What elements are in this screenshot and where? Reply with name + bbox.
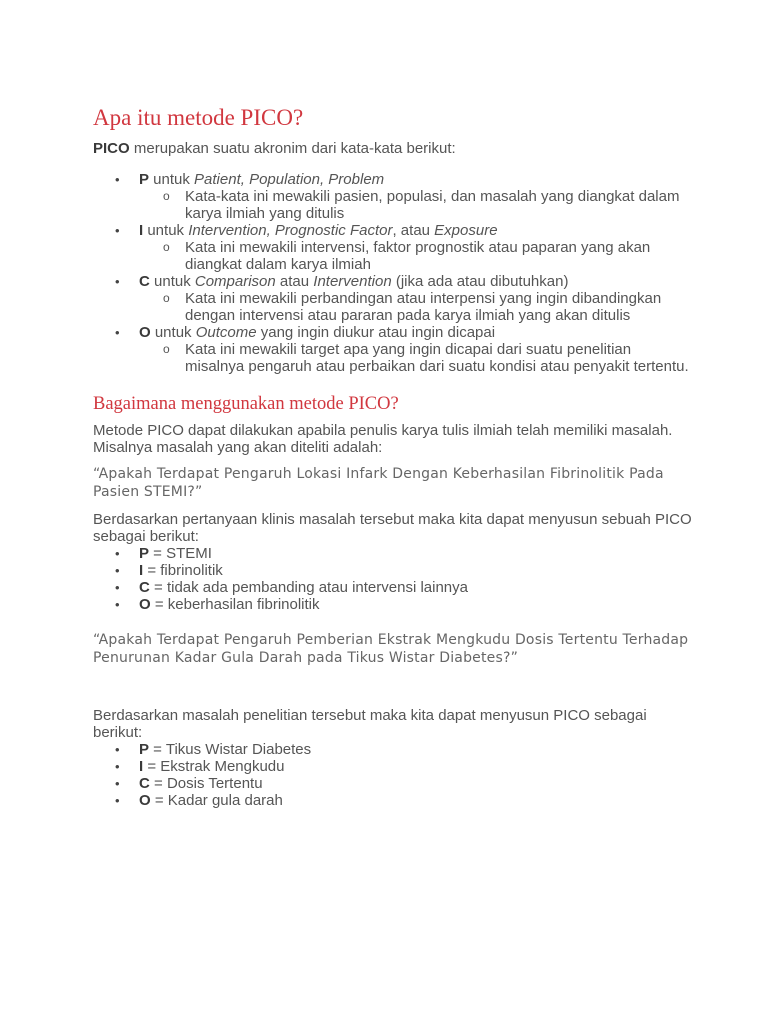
letter-p: P [139,741,150,758]
letter-i: I [139,222,144,239]
letter-i: I [139,758,144,775]
letter-o: O [139,596,151,613]
letter-c: C [139,273,150,290]
term-c-1: Comparison [194,273,276,290]
example1-item-i [93,562,693,579]
tail-text: (jika ada atau dibutuhkan) [391,273,569,290]
list-item-p [93,171,693,222]
letter-c: C [139,775,150,792]
letter-i: I [139,562,144,579]
intro-text: merupakan suatu akronim dari kata-kata berikut: [129,140,456,157]
heading-what-is-pico: Apa itu metode PICO? [93,105,304,130]
value-text: = Dosis Tertentu [149,775,263,792]
term-i-2: Exposure [434,222,498,239]
sub-item-i: o Kata ini mewakili intervensi, faktor prognostik atau paparan yang akan diangkat dalam karya ilmiah [139,239,693,273]
example1-item-o [93,596,693,613]
list-item-i [93,222,693,273]
pico-bold: PICO [93,140,130,157]
value-text: = STEMI [149,545,212,562]
example2-item-p [93,741,693,758]
term-p: Patient, Population, Problem [194,171,385,188]
letter-c: C [139,579,150,596]
pico-definition-list [93,171,693,375]
term-i-1: Intervention, Prognostic Factor [188,222,393,239]
intro-paragraph [93,140,693,157]
term-c-2: Intervention [313,273,392,290]
tail-text: yang ingin diukur atau ingin dicapai [256,324,496,341]
value-text: = fibrinolitik [143,562,223,579]
value-text: = Ekstrak Mengkudu [143,758,285,775]
letter-p: P [139,545,150,562]
example2-item-o [93,792,693,809]
sub-list-o [139,341,693,375]
example1-item-p [93,545,693,562]
untuk-text: untuk [143,222,189,239]
untuk-text: untuk [150,324,196,341]
value-text: = tidak ada pembanding atau intervensi lainnya [149,579,468,596]
heading-how-to-use-pico: Bagaimana menggunakan metode PICO? [93,394,399,414]
quote-question-2: “Apakah Terdapat Pengaruh Pemberian Ekstrak Mengkudu Dosis Tertentu Terhadap Penurunan Kadar Gula Darah pada Tikus Wistar Diabetes?” [93,632,689,666]
example1-item-c [93,579,693,596]
list-item-o [93,324,693,375]
untuk-text: untuk [149,273,195,290]
pico-example-list-1 [93,545,693,613]
untuk-text: untuk [149,171,195,188]
sub-item-o: o Kata ini mewakili target apa yang ingin dicapai dari suatu penelitian misalnya pengaruh atau perbaikan dari suatu kondisi atau penyakit tertentu. [139,341,693,375]
sub-item-c: o Kata ini mewakili perbandingan atau interpensi yang ingin dibandingkan dengan intervensi atau pararan pada karya ilmiah yang akan ditulis [139,290,693,324]
paragraph-clinical: Berdasarkan pertanyaan klinis masalah tersebut maka kita dapat menyusun sebuah PICO sebagai berikut: [93,511,692,545]
document-content [93,104,693,809]
example2-item-i [93,758,693,775]
atau-text: atau [275,273,314,290]
value-text: = keberhasilan fibrinolitik [150,596,320,613]
paragraph-research: Berdasarkan masalah penelitian tersebut maka kita dapat menyusun PICO sebagai berikut: [93,707,647,741]
letter-o: O [139,324,151,341]
example2-item-c [93,775,693,792]
sub-list-i [139,239,693,273]
value-text: = Kadar gula darah [150,792,283,809]
sub-list-p [139,188,693,222]
value-text: = Tikus Wistar Diabetes [149,741,312,758]
list-item-c [93,273,693,324]
quote-question-1: “Apakah Terdapat Pengaruh Lokasi Infark Dengan Keberhasilan Fibrinolitik Pada Pasien STEMI?” [93,466,664,500]
letter-o: O [139,792,151,809]
atau-text: , atau [392,222,435,239]
paragraph-method: Metode PICO dapat dilakukan apabila penulis karya tulis ilmiah telah memiliki masalah. Misalnya masalah yang akan diteliti adalah: [93,422,673,456]
pico-example-list-2 [93,741,693,809]
sub-list-c [139,290,693,324]
sub-item-p: o Kata-kata ini mewakili pasien, populasi, dan masalah yang diangkat dalam karya ilmiah yang ditulis [139,188,693,222]
letter-p: P [139,171,150,188]
term-o: Outcome [195,324,257,341]
